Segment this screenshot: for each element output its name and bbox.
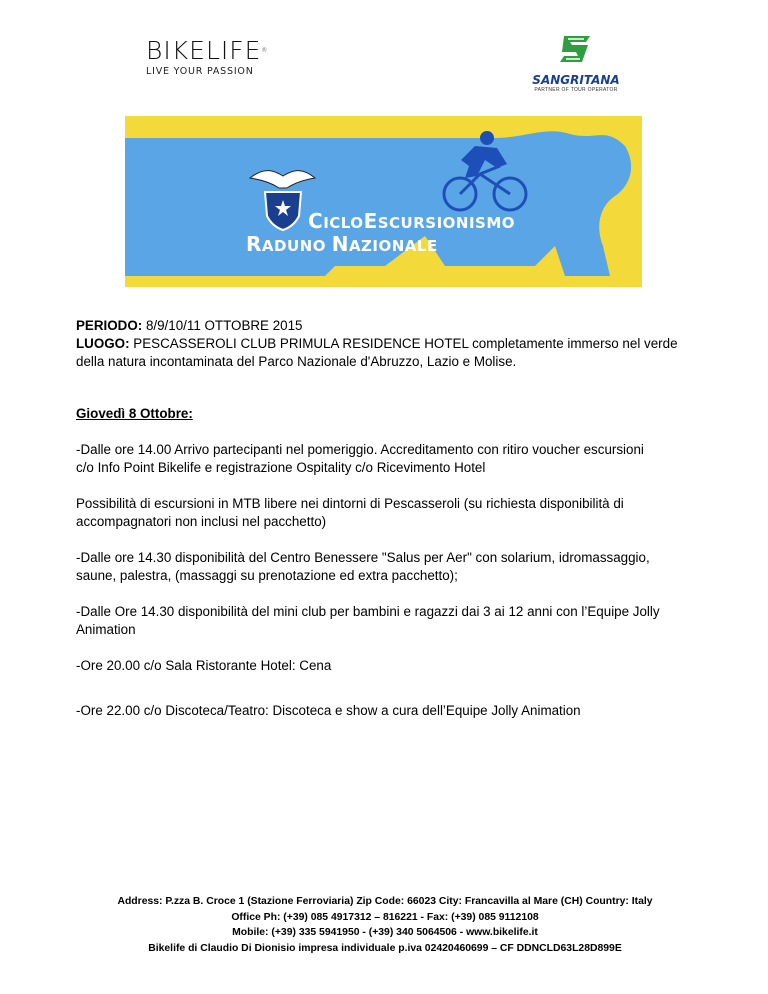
schedule-item: -Dalle ore 14.00 Arrivo partecipanti nel pomeriggio. Accreditamento con ritiro voucher escursioni c/o Info Point Bikelife e registrazione Ospitality c/o Ricevimento Hotel bbox=[76, 442, 644, 475]
schedule-item: -Ore 22.00 c/o Discoteca/Teatro: Discoteca e show a cura dell’Equipe Jolly Animation bbox=[76, 703, 581, 718]
sangritana-wordmark: SANGRITANA bbox=[532, 73, 620, 87]
footer-mobile: Mobile: (+39) 335 5941950 - (+39) 340 5064506 - www.bikelife.it bbox=[232, 927, 538, 938]
footer-contact bbox=[60, 894, 710, 956]
periodo-line: PERIODO: 8/9/10/11 OTTOBRE 2015 bbox=[76, 318, 303, 333]
footer-company-info: Bikelife di Claudio Di Dionisio impresa individuale p.iva 02420460699 – CF DDNCLD63L28D899E bbox=[148, 942, 622, 954]
sangritana-emblem-icon bbox=[556, 32, 596, 66]
banner-title-line1: CICLOESCURSIONISMO bbox=[308, 209, 516, 233]
banner-title-line2: RADUNO NAZIONALE bbox=[246, 232, 438, 256]
schedule-item: -Ore 20.00 c/o Sala Ristorante Hotel: Cena bbox=[76, 658, 332, 673]
bikelife-wordmark: BIKELIFE® bbox=[146, 36, 269, 65]
bikelife-logo bbox=[146, 38, 270, 84]
footer-office-phone: Office Ph: (+39) 085 4917312 – 816221 - Fax: (+39) 085 9112108 bbox=[231, 911, 539, 923]
bikelife-tagline: LIVE YOUR PASSION bbox=[146, 66, 254, 77]
schedule-item: -Dalle ore 14.30 disponibilità del Centro Benessere "Salus per Aer" con solarium, idromassaggio, saune, palestra, (massaggi su prenotazione ed extra pacchetto); bbox=[76, 550, 650, 583]
sangritana-subtitle: PARTNER OF TOUR OPERATOR bbox=[534, 87, 618, 93]
day-heading: Giovedì 8 Ottobre: bbox=[76, 406, 193, 421]
luogo-line: LUOGO: PESCASSEROLI CLUB PRIMULA RESIDENCE HOTEL completamente immerso nel verde bbox=[76, 336, 678, 351]
footer-address: Address: P.zza B. Croce 1 (Stazione Ferroviaria) Zip Code: 66023 City: Francavilla al Mare (CH) Country: Italy bbox=[117, 896, 653, 907]
luogo-line-2: della natura incontaminata del Parco Nazionale d'Abruzzo, Lazio e Molise. bbox=[76, 354, 517, 369]
schedule-item: Possibilità di escursioni in MTB libere nei dintorni di Pescasseroli (su richiesta disponibilità di accompagnatori non inclusi nel pacchetto) bbox=[76, 496, 624, 529]
schedule-item: -Dalle Ore 14.30 disponibilità del mini club per bambini e ragazzi dai 3 ai 12 anni con l’Equipe Jolly Animation bbox=[76, 604, 660, 637]
sangritana-logo bbox=[526, 32, 626, 96]
event-banner bbox=[125, 116, 642, 287]
